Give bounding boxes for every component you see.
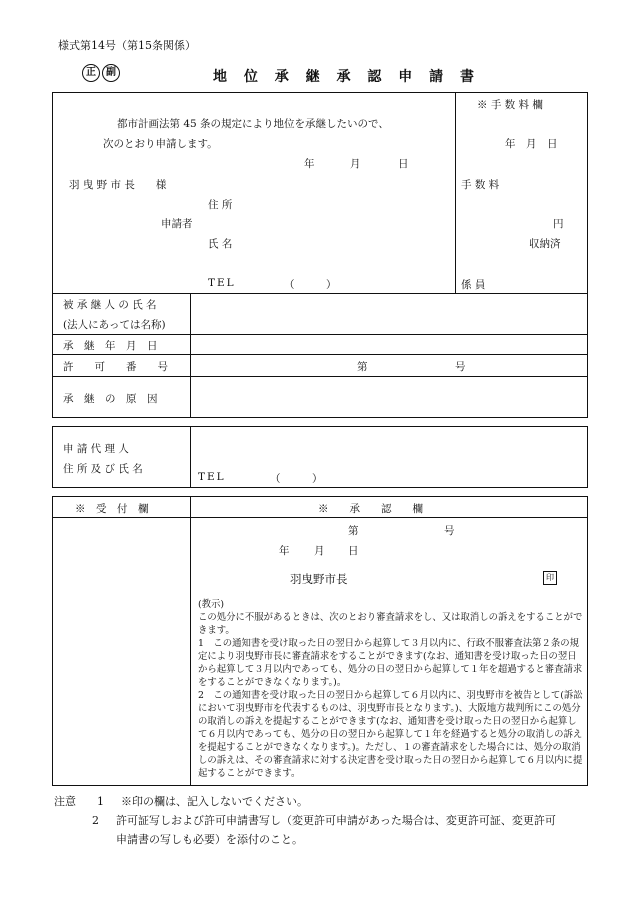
address-label: 住 所: [208, 199, 233, 211]
appeal-notice: [198, 598, 586, 780]
permit-number-dai: 第: [357, 361, 368, 373]
notice-paragraph-1: 1 この通知書を受け取った日の翌日から起算して３月以内に、行政不服審査法第２条の規定により羽曳野市長に審査請求をすることができます(なお、通知書を受け取った日の翌日から起算して３月以内であっても、処分の日の翌日から起算して１年を超過すると審査請求をすることができなくなります。)。: [198, 638, 583, 688]
successor-name-label: 被 承 継 人 の 氏 名: [63, 299, 157, 311]
seal-mark: 印: [543, 571, 557, 585]
reception-header: ※ 受 付 欄: [75, 503, 149, 515]
addressee: 羽 曳 野 市 長 様: [69, 179, 167, 191]
copy-type-badges: [82, 64, 120, 82]
note-1-number: 1: [97, 795, 104, 808]
fee-column-date: 年 月 日: [505, 138, 558, 150]
approval-date-day: 日: [348, 545, 359, 557]
applicant-name-label: 氏 名: [208, 238, 233, 250]
application-date-year: 年: [304, 158, 315, 170]
notice-paragraph-intro: この処分に不服があるときは、次のとおり審査請求をし、又は取消しの訴えをすることができます。: [198, 612, 583, 636]
fee-clerk-label: 係 員: [461, 279, 486, 291]
approval-number-dai: 第: [348, 525, 359, 537]
agent-tel-parens: （ ）: [270, 473, 323, 485]
note-1: ※印の欄は、記入しないでください。: [121, 795, 308, 808]
application-date-day: 日: [398, 158, 409, 170]
form-number: 様式第14号（第15条関係）: [58, 39, 196, 52]
duplicate-badge: 副: [102, 64, 120, 82]
notes-section: [54, 792, 556, 849]
applicant-label: 申請者: [161, 218, 193, 230]
agent-tel-label: TEL: [198, 471, 226, 483]
note-2-line2: 申請書の写しも必要）を添付のこと。: [116, 833, 303, 846]
page-title: 地 位 承 継 承 認 申 請 書: [213, 69, 480, 85]
notice-heading: (教示): [198, 599, 225, 610]
fee-paid-label: 収納済: [529, 238, 561, 250]
approval-header: ※ 承 認 欄: [318, 503, 423, 515]
applicant-tel-label: TEL: [208, 277, 236, 289]
approval-number-go: 号: [444, 525, 455, 537]
application-statement-line2: 次のとおり申請します。: [103, 138, 218, 150]
agent-label-line2: 住 所 及 び 氏 名: [63, 463, 143, 475]
note-2-line1: 許可証写しおよび許可申請書写し（変更許可申請があった場合は、変更許可証、変更許可: [116, 814, 556, 827]
succession-reason-label: 承 継 の 原 因: [63, 393, 158, 405]
successor-name-sublabel: (法人にあっては名称): [63, 319, 166, 331]
permit-number-label: 許 可 番 号: [63, 361, 168, 373]
fee-column-header: ※ 手 数 料 欄: [477, 99, 543, 111]
application-date-month: 月: [350, 158, 361, 170]
note-2-number: 2: [92, 814, 99, 827]
notice-paragraph-2: 2 この通知書を受け取った日の翌日から起算して６月以内に、羽曳野市を被告として(訴訟において羽曳野市を代表するものは、羽曳野市長となります。)、大阪地方裁判所にこの処分の取消しの訴えを提起することができます(なお、通知書を受け取った日の翌日から起算して６月以内であっても、処分の日の翌日から起算して１年を経過すると処分の取消しの訴えを提起することができなくなります。)。ただし、１の審査請求をした場合には、処分の取消しの訴えは、その審査請求に対する決定書を受け取った日の翌日から起算して６月以内に提起することができます。: [198, 690, 583, 779]
agent-label-line1: 申 請 代 理 人: [63, 443, 129, 455]
approval-date-month: 月: [314, 545, 325, 557]
approval-date-year: 年: [279, 545, 290, 557]
fee-label: 手 数 料: [461, 179, 500, 191]
original-badge: 正: [82, 64, 100, 82]
mayor-title: 羽曳野市長: [290, 572, 348, 586]
applicant-tel-parens: （ ）: [284, 279, 337, 291]
fee-yen: 円: [553, 218, 564, 230]
succession-date-label: 承 継 年 月 日: [63, 340, 158, 352]
permit-number-go: 号: [455, 361, 466, 373]
notes-label: 注意: [54, 795, 76, 808]
application-statement-line1: 都市計画法第 45 条の規定により地位を承継したいので、: [117, 118, 389, 130]
